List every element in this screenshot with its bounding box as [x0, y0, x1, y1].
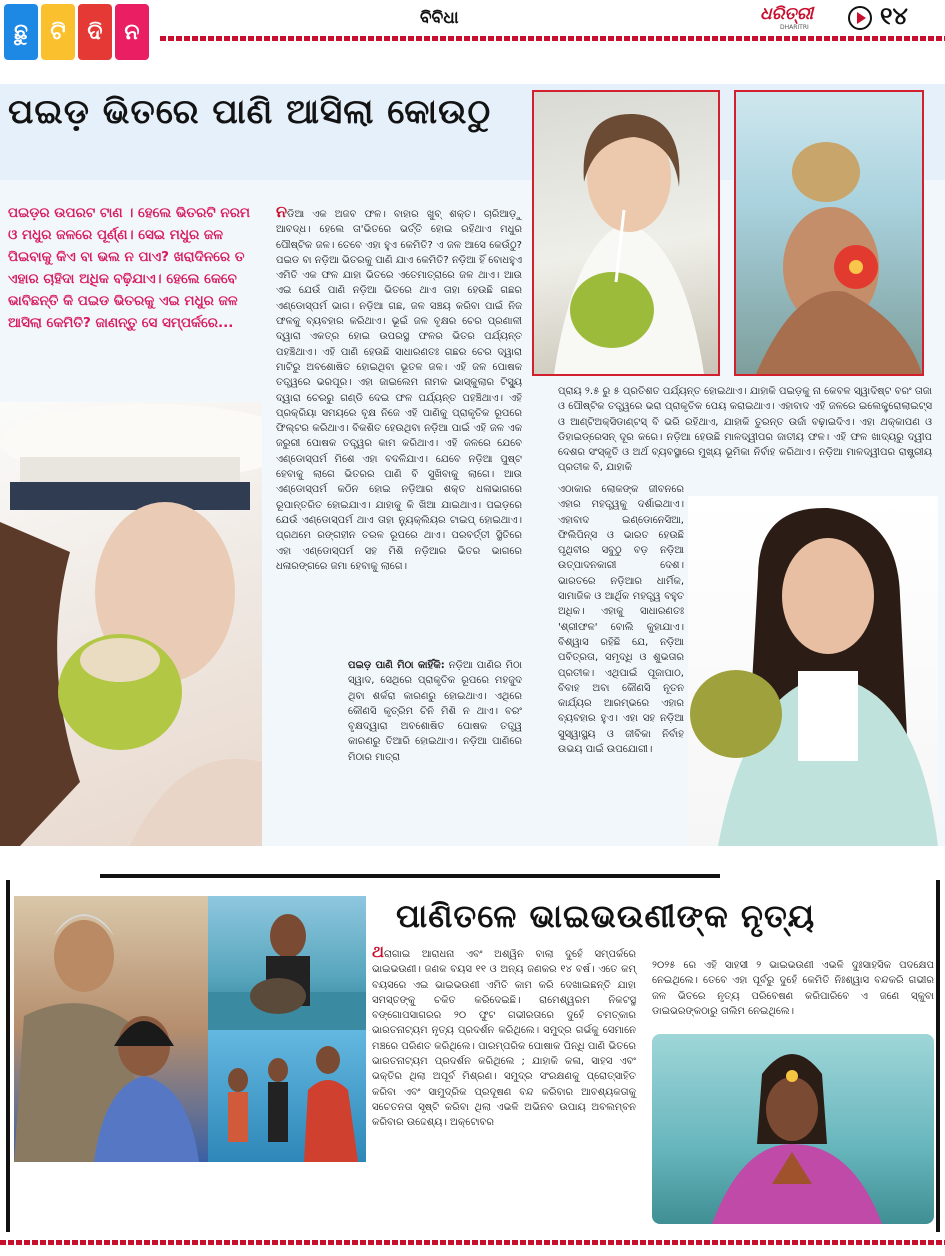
logo-letter-3: ଦି [78, 4, 112, 60]
story1-dropcap: ନ [276, 202, 288, 221]
story1-column-2 [348, 658, 522, 765]
story1-column-4: ଏଠାକାର ଲୋକଙ୍କ ଜୀବନରେ ଏହାର ମହତ୍ତ୍ୱକୁ ଦର୍ଶାଇଥାଏ। ଏହାବାଦ ଇଣ୍ଡୋନେସିଆ, ଫିଲିପିନ୍ସ ଓ ଭାରତ ହେଉଛି ପୃଥିବୀର ସବୁଠୁ ବଡ଼ ନଡ଼ିଆ ଉତ୍ପାଦନକାରୀ ଦେଶ। ଭାରତରେ ନଡ଼ିଆର ଧାର୍ମିକ, ସାମାଜିକ ଓ ଆର୍ଥିକ ମହତ୍ତ୍ୱ ବହୁତ ଅଧିକ। ଏହାକୁ ସାଧାରଣତଃ 'ଶ୍ରୀଫଳ' ବୋଲି କୁହାଯାଏ। ବିଶ୍ୱାସ ରହିଛି ଯେ, ନଡ଼ିଆ ପବିତ୍ରତା, ସମୃଦ୍ଧି ଓ ଶୁଭତାର ପ୍ରତୀକ। ଏଥିପାଇଁ ପୂଜାପାଠ, ବିବାହ ଅବା କୌଣସି ନୂତନ କାର୍ଯ୍ୟର ଆରମ୍ଭରେ ଏହାର ବ୍ୟବହାର ହୁଏ। ଏହା ସହ ନଡ଼ିଆ ସୁସ୍ୱାସ୍ଥ୍ୟ ଓ ଜୀବିକା ନିର୍ବାହ ଉଭୟ ପାଇଁ ଉପଯୋଗୀ। [558, 484, 684, 756]
photo-woman-drinking-coconut-straw [532, 90, 720, 376]
story1-column-3: ପ୍ରାୟ ୨.୫ ରୁ ୫ ପ୍ରତିଶତ ପର୍ଯ୍ୟନ୍ତ ହୋଇଥାଏ। ଯାହାକି ପଇଡ଼କୁ ନା କେବଳ ସ୍ୱାଦିଷ୍ଟ ବରଂ ତାଜା ଓ ପୌଷ୍ଟିକ ତତ୍ତ୍ୱରେ ଭରା ପ୍ରାକୃତିକ ପେୟ କରାଇଥାଏ। ଏହାବାଦ ଏହି ଜଳରେ ଇଲେକ୍ଟ୍ରୋଲାଇଟ୍ସ ଓ ଆଣ୍ଟିଅକ୍ସିଡାଣ୍ଟସ୍ ବି ଭରି ରହିଥାଏ, ଯାହାକି ତୁରନ୍ତ ଉର୍ଜା ବଢ଼ାଇଦିଏ। ଏହା ଥକ୍କାପଣ ଓ ଡିହାଇଡ୍ରେସନ୍ ଦୂର କରେ। ନଡ଼ିଆ ହେଉଛି ମାଳଦ୍ୱୀପର ଜାତୀୟ ଫଳ। ଏହି ଫଳ ଖାଦ୍ୟରୁ ଦ୍ୱୀପ ଦେଶର ସଂସ୍କୃତି ଓ ଅର୍ଥ ବ୍ୟବସ୍ଥାରେ ମୁଖ୍ୟ ଭୂମିକା ନିର୍ବାହ କରିଥାଏ। ନଡ଼ିଆ ମାଳଦ୍ୱୀପର ରାଷ୍ଟ୍ରୀୟ ପ୍ରତୀକ ବି, ଯାହାକି [558, 386, 932, 474]
photo-woman-drinking-from-coconut [734, 90, 924, 376]
story2-headline: ପାଣିତଳେ ଭାଇଭଉଣୀଙ୍କ ନୃତ୍ୟ [396, 897, 816, 935]
story2-column-1-text: ରାଗାଇ ଆରାଧନା ଏବଂ ଅଶ୍ୱିନ ବାଲା ଦୁହେଁ ସମ୍ପର୍କରେ ଭାଇଭଉଣୀ। ଜଣକ ବୟସ ୧୧ ଓ ଅନ୍ୟ ଜଣକର ୧୪ ବର୍ଷ। ଏତେ କମ୍ ବୟସରେ ଏଇ ଭାଇଭଉଣୀ ଏମିତି କାମ କରି ଦେଖାଇଛନ୍ତି ଯାହା ସମସ୍ତଙ୍କୁ ଚକିତ କରିଦେଇଛି। ରାମେଶ୍ୱରମ ନିକଟସ୍ଥ ବଙ୍ଗୋପସାଗରର ୨୦ ଫୁଟ ଗଭୀରତାରେ ଦୁହେଁ ଚମତ୍କାର ଭାରତନାଟ୍ୟମ ନୃତ୍ୟ ପ୍ରଦର୍ଶନ କରିଥିଲେ। ସମୁଦ୍ର ଗର୍ଭକୁ ସେମାନେ ମଞ୍ଚରେ ପରିଣତ କରିଥିଲେ। ପାରମ୍ପରିକ ପୋଷାକ ପିନ୍ଧି ପାଣି ଭିତରେ ଭାରତନାଟ୍ୟମ ପ୍ରଦର୍ଶନ କରିଥିଲେ ; ଯାହାକି କଳା, ସାହସ ଏବଂ ଭକ୍ତିର ଥିଲା ଅପୂର୍ବ ମିଶ୍ରଣ। ସମୁଦ୍ର ସଂରକ୍ଷଣକୁ ପ୍ରୋତ୍ସାହିତ କରିବା ଏବଂ ସାମୁଦ୍ରିକ ପ୍ରଦୂଷଣ ବନ୍ଦ କରିବାର ଆବଶ୍ୟକତାକୁ ସଚେତନତା ସୃଷ୍ଟି କରିବା ଥିଲା ଏଭଳି ଅଭିନବ ଉପାୟ ଅବଲମ୍ବନ କରିବାର ଉଦ୍ଦେଶ୍ୟ। ଅକ୍ଟୋବର [372, 949, 636, 1129]
masthead [0, 0, 945, 66]
story1-column-1 [276, 204, 522, 574]
story2-column-2: ୨୦୨୫ ରେ ଏହି ସାହସୀ ୨ ଭାଇଭଉଣୀ ଏଭଳି ଦୁଃସାହସିକ ପଦକ୍ଷେପ ନେଇଥିଲେ। ତେବେ ଏହା ପୂର୍ବରୁ ଦୁହେଁ କେମିତି ନିଃଶ୍ୱାସ ବନ୍ଦକରି ଗଭୀର ଜଳ ଭିତରେ ନୃତ୍ୟ ପରିବେଷଣ କରିପାରିବେ ଏ ଜଣେ ସ୍କୁବା ଡାଇଭରଙ୍କଠାରୁ ତାଲିମ ନେଇଥିଲେ। [652, 960, 934, 1017]
logo-letter-1: ଛୁ [4, 4, 38, 60]
newspaper-name: ଧରିତ୍ରୀ [760, 4, 814, 24]
photo-dancers-collage [208, 1030, 366, 1162]
supplement-logo [4, 4, 149, 60]
story2-dropcap: ଥ [372, 942, 384, 961]
story2-side-rule-left [6, 880, 10, 1232]
newspaper-name-latin: DHARITRI [780, 24, 809, 31]
logo-letter-4: ନ [115, 4, 149, 60]
story2-column-1 [372, 944, 636, 1131]
photo-girl-scuba-gear [208, 896, 366, 1030]
photo-siblings-with-actor [14, 896, 208, 1162]
photo-woman-hat-coconut [0, 402, 262, 846]
story1-subhead: ପଇଡ଼ ପାଣି ମିଠା କାହିଁକି: [348, 660, 445, 671]
story1-headline: ପଇଡ଼ ଭିତରେ ପାଣି ଆସିଲା କୋଉଠୁ [8, 92, 492, 132]
play-icon [848, 6, 872, 30]
story2-side-rule-right [936, 880, 940, 1232]
story1-column-2-text: ନଡ଼ିଆ ପାଣିର ମିଠା ସ୍ୱାଦ, ସେଥିରେ ପ୍ରାକୃତିକ ରୂପରେ ମହଜୁଦ ଥିବା ଶର୍କରା କାରଣରୁ ହୋଇଥାଏ। ଏଥିରେ କୌଣସି କୃତ୍ରିମ ଚିନି ମିଶି ନ ଥାଏ। ବରଂ ବୃକ୍ଷଦ୍ୱାରା ଅବଶୋଷିତ ପୋଷକ ତତ୍ତ୍ୱ କାରଣରୁ ତିଆରି ହୋଇଥାଏ। ନଡ଼ିଆ ପାଣିରେ ମିଠାର ମାତ୍ରା [348, 660, 523, 763]
section-title: ବିବିଧା [420, 8, 459, 28]
photo-girl-underwater-dance [652, 1034, 934, 1224]
photo-woman-green-jacket-coconut [688, 496, 938, 846]
footer-divider [0, 1240, 945, 1245]
story1-column-1-text: ଡିଆ ଏକ ଅଜବ ଫଳ। ବାହାର ଖୁବ୍ ଶକ୍ତ। ଚାରିଆଡ଼ୁ ଆବଦ୍ଧ। ହେଲେ ତା'ଭିତରେ ଭର୍ତ୍ତି ହୋଇ ରହିଥାଏ ମଧୁର ପୌଷ୍ଟିକ ଜଳ। ତେବେ ଏହା ହୁଏ କେମିତି? ଏ ଜଳ ଆସେ କେଉଁଠୁ? ପଇଡ ବା ନଡ଼ିଆ ଭିତରକୁ ପାଣି ଯାଏ କେମିତି? ନଡ଼ିଆ ହିଁ ବୋଧହୁଏ ଏମିତି ଏକ ଫଳ ଯାହା ଭିତରେ ଏତେମାତ୍ରାରେ ଜଳ ଥାଏ। ଆଉ ଏଇ ଯେଉଁ ପାଣି ନଡ଼ିଆ ଭିତରେ ଥାଏ ତାହା ହେଉଛି ଗଛର ଏଣ୍ଡୋସ୍ପର୍ମ ଭାଗ। ନଡ଼ିଆ ଗଛ, ଜଳ ସଞ୍ଚୟ କରିବା ପାଇଁ ନିଜ ଫଳକୁ ବ୍ୟବହାର କରିଥାଏ। ଭୂଇଁ ଜଳ ବୃକ୍ଷର ଚେର ପ୍ରଣାଳୀ ଦ୍ୱାରା ଏକତ୍ର ହୋଇ ଉପରସ୍ଥ ଫଳର ଭିତର ପର୍ଯ୍ୟନ୍ତ ପହଞ୍ଚିଥାଏ। ଏହି ପାଣି ହେଉଛି ସାଧାରଣତଃ ଗଛର ଚେର ଦ୍ୱାରା ମାଟିରୁ ଅବଶୋଷିତ ହୋଇଥିବା ଭୂତଳ ଜଳ। ଏହି ଜଳ ପୋଷକ ତତ୍ତ୍ୱରେ ଭରପୂର। ଏହା ଜାଇଲେମ ନାମକ ଭାସ୍କୁଲାର ଟିସ୍ୟୁ ଦ୍ୱାରା ଚେରରୁ ଗଣ୍ଡି ଦେଇ ଫଳ ପର୍ଯ୍ୟନ୍ତ ପହଞ୍ଚିଥାଏ। ଏହି ପ୍ରକ୍ରିୟା ସମୟରେ ବୃକ୍ଷ ନିଜେ ଏହି ପାଣିକୁ ପ୍ରାକୃତିକ ରୂପରେ ଫିଲ୍ଟର କରିଥାଏ। ବିକଶିତ ହେଉଥିବା ନଡ଼ିଆ ପାଇଁ ଏହି ଜଳ ଏକ ଜରୁରୀ ପୋଷକ ତତ୍ତ୍ୱର କାମ କରିଥାଏ। ଏହି ଜଳରେ ଯେବେ ଏଣ୍ଡୋସ୍ପର୍ମ ମିଶେ ଏହା ବଦଳିଯାଏ। ଯେବେ ନଡ଼ିଆ ପୁଷ୍ଟ ହେବାକୁ ଲାଗେ ଭିତରର ପାଣି ବି ସୁଖିବାକୁ ଲାଗେ। ଆଉ ଏଣ୍ଡୋସ୍ପର୍ମ କଠିନ ହୋଇ ନଡ଼ିଆର ଶକ୍ତ ଧଳାଭାଗରେ ରୂପାନ୍ତରିତ ହୋଇଯାଏ। ଯାହାକୁ କି ଖିଆ ଯାଇଥାଏ। ପଇଡ଼ରେ ଯେଉଁ ଏଣ୍ଡୋସ୍ପର୍ମ ଥାଏ ତାହା ନ୍ୟୁକ୍ଲିୟର ଟାଇପ୍ ହୋଇଥାଏ। ପ୍ରଥମେ ରଙ୍ଗହୀନ ତରଳ ରୂପରେ ଥାଏ। ପରବର୍ତ୍ତୀ ସ୍ଥିତିରେ ଏହା ଏଣ୍ଡୋସ୍ପର୍ମ ସହ ମିଶି ନଡ଼ିଆର ଭିତର ଭାଗରେ ଧଳାରଙ୍ଗରେ ଜମା ହେବାକୁ ଲାଗେ। [276, 209, 522, 572]
logo-letter-2: ଟି [41, 4, 75, 60]
header-divider [160, 36, 945, 41]
story2-top-rule [100, 874, 720, 878]
story1-lede: ପଇଡ଼ର ଉପରଟ ଟାଣ । ହେଲେ ଭିତରଟି ନରମ ଓ ମଧୁର ଜଳରେ ପୂର୍ଣ୍ଣ। ସେଇ ମଧୁର ଜଳ ପିଇବାକୁ କିଏ ବା ଭଲ ନ ପାଏ? ଖରାଦିନରେ ତ ଏହାର ଚାହିଦା ଅଧିକ ବଢ଼ିଯାଏ। ହେଲେ କେବେ ଭାବିଛନ୍ତି କି ପଇଡ ଭିତରକୁ ଏଇ ମଧୁର ଜଳ ଆସିଲା କେମିତି? ଜାଣନ୍ତୁ ସେ ସମ୍ପର୍କରେ... [8, 205, 251, 331]
page-number: ୧୪ [880, 2, 908, 30]
newspaper-logo [760, 4, 814, 31]
